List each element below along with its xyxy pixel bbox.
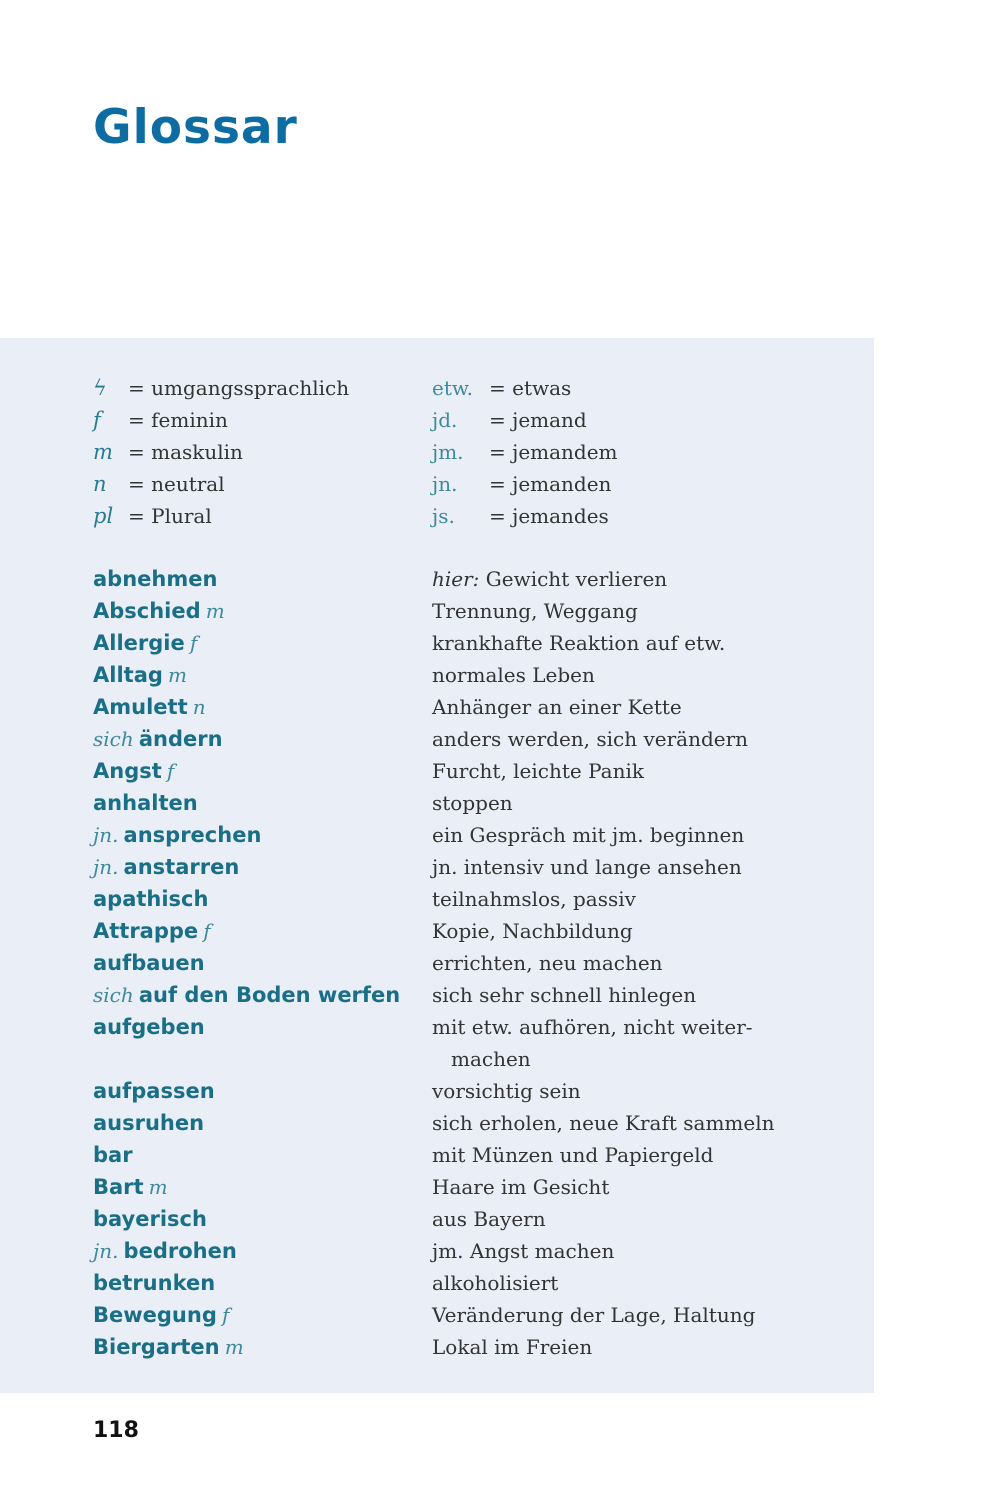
gender-marker: f — [203, 919, 211, 943]
glossary-definition — [432, 595, 638, 627]
glossary-term: bar — [93, 1143, 133, 1167]
term-prefix: jn. — [93, 855, 119, 879]
legend-meaning: = neutral — [128, 472, 225, 496]
glossary-definition — [432, 1235, 614, 1267]
page-number: 118 — [93, 1418, 139, 1443]
glossary-term-cell — [93, 1267, 215, 1299]
gender-marker: m — [148, 1175, 168, 1199]
glossary-definition — [432, 915, 633, 947]
glossary-term: ändern — [138, 727, 223, 751]
glossary-term: anhalten — [93, 791, 198, 815]
gender-marker: m — [167, 663, 187, 687]
glossary-term: Angst — [93, 759, 162, 783]
glossary-term: apathisch — [93, 887, 209, 911]
definition-text: Veränderung der Lage, Haltung — [432, 1303, 756, 1327]
glossary-definition — [432, 1075, 581, 1107]
glossary-term-cell — [93, 627, 197, 659]
glossary-definition — [432, 563, 667, 595]
glossary-definition — [432, 659, 595, 691]
glossary-term-cell — [93, 1171, 168, 1203]
glossary-term-cell — [93, 691, 206, 723]
definition-text: anders werden, sich verändern — [432, 727, 749, 751]
gender-marker: f — [221, 1303, 230, 1327]
glossary-term: Alltag — [93, 663, 163, 687]
term-prefix: jn. — [93, 823, 119, 847]
definition-text: vorsichtig sein — [432, 1079, 581, 1103]
glossary-definition — [432, 819, 744, 851]
glossary-term: bayerisch — [93, 1207, 207, 1231]
definition-text: Trennung, Weggang — [432, 599, 638, 623]
legend-abbreviation: js. — [432, 504, 455, 528]
definition-text: sich erholen, neue Kraft sammeln — [432, 1111, 775, 1135]
glossary-definition — [432, 1299, 755, 1331]
glossary-definition — [432, 851, 742, 883]
legend-meaning: = maskulin — [128, 440, 243, 464]
definition-text: teilnahmslos, passiv — [432, 887, 636, 911]
term-prefix: sich — [93, 727, 134, 751]
glossary-definition — [432, 1171, 609, 1203]
definition-text: mit Münzen und Papiergeld — [432, 1143, 714, 1167]
legend-meaning: = jemandes — [489, 504, 609, 528]
glossary-term-cell — [93, 787, 198, 819]
glossary-term-cell — [93, 883, 208, 915]
legend-meaning: = feminin — [128, 408, 228, 432]
glossary-definition — [432, 723, 748, 755]
glossary-term: anstarren — [123, 855, 240, 879]
legend-abbreviation: etw. — [432, 376, 473, 400]
legend-abbreviation: f — [93, 408, 101, 432]
legend-meaning: = jemanden — [489, 472, 612, 496]
glossary-term: aufgeben — [93, 1015, 205, 1039]
definition-text: Lokal im Freien — [432, 1335, 593, 1359]
definition-text: ein Gespräch mit jm. beginnen — [432, 823, 745, 847]
legend-meaning: = umgangssprachlich — [128, 376, 350, 400]
legend-meaning: = Plural — [128, 504, 212, 528]
glossary-definition — [432, 947, 663, 979]
glossary-term-cell — [93, 755, 174, 787]
gender-marker: m — [224, 1335, 244, 1359]
glossary-term-cell — [93, 947, 205, 979]
gender-marker: m — [205, 599, 225, 623]
legend-meaning: = etwas — [489, 376, 572, 400]
glossary-term-cell — [93, 1203, 207, 1235]
definition-text: Furcht, leichte Panik — [432, 759, 644, 783]
definition-continuation: machen — [451, 1047, 531, 1071]
glossary-term: auf den Boden werfen — [138, 983, 401, 1007]
glossary-definition — [432, 787, 513, 819]
glossary-term: bedrohen — [123, 1239, 237, 1263]
glossary-term-cell — [93, 851, 239, 883]
term-prefix: jn. — [93, 1239, 119, 1263]
glossary-definition — [432, 1331, 592, 1363]
definition-text: krankhafte Reaktion auf etw. — [432, 631, 726, 655]
glossary-term-cell — [93, 1011, 205, 1043]
glossary-term-cell — [93, 1299, 229, 1331]
legend-abbreviation: ϟ — [93, 376, 107, 400]
glossary-term-cell — [93, 1235, 237, 1267]
glossary-definition — [432, 755, 644, 787]
glossary-term: Attrappe — [93, 919, 199, 943]
glossary-term: ausruhen — [93, 1111, 205, 1135]
glossary-term: Bewegung — [93, 1303, 217, 1327]
gender-marker: f — [189, 631, 198, 655]
definition-text: normales Leben — [432, 663, 595, 687]
term-prefix: sich — [93, 983, 134, 1007]
glossary-term-cell — [93, 723, 223, 755]
definition-qualifier: hier: — [432, 567, 480, 591]
glossary-term-cell — [93, 1075, 215, 1107]
definition-text: Haare im Gesicht — [432, 1175, 610, 1199]
glossary-term: ansprechen — [123, 823, 262, 847]
definition-text: mit etw. aufhören, nicht weiter- — [432, 1015, 753, 1039]
glossary-term: Biergarten — [93, 1335, 220, 1359]
definition-text: jm. Angst machen — [432, 1239, 615, 1263]
definition-text: alkoholisiert — [432, 1271, 559, 1295]
glossary-definition — [432, 979, 696, 1011]
glossary-definition — [432, 1139, 713, 1171]
legend-abbreviation: m — [93, 440, 113, 464]
glossary-term-cell — [93, 979, 400, 1011]
legend-meaning: = jemandem — [489, 440, 618, 464]
page-title: Glossar — [93, 100, 298, 155]
glossary-definition — [432, 1107, 775, 1139]
definition-text: jn. intensiv und lange ansehen — [432, 855, 742, 879]
glossary-term: aufpassen — [93, 1079, 215, 1103]
glossary-term-cell — [93, 819, 261, 851]
legend-meaning: = jemand — [489, 408, 587, 432]
gender-marker: f — [166, 759, 175, 783]
gender-marker: n — [192, 695, 206, 719]
legend-abbreviation: jn. — [432, 472, 458, 496]
glossary-term: abnehmen — [93, 567, 218, 591]
glossary-term-cell — [93, 563, 217, 595]
glossary-term-cell — [93, 659, 187, 691]
glossary-term-cell — [93, 595, 225, 627]
glossary-definition — [432, 1267, 558, 1299]
definition-text: stoppen — [432, 791, 513, 815]
definition-text: Kopie, Nachbildung — [432, 919, 633, 943]
glossary-definition — [432, 883, 636, 915]
legend-abbreviation: pl — [93, 504, 114, 528]
legend-abbreviation: n — [93, 472, 107, 496]
glossary-definition — [432, 691, 682, 723]
glossary-term-cell — [93, 1331, 244, 1363]
glossary-definition — [432, 627, 725, 659]
definition-text: Gewicht verlieren — [479, 567, 668, 591]
definition-text: aus Bayern — [432, 1207, 546, 1231]
glossary-term: betrunken — [93, 1271, 216, 1295]
definition-text: sich sehr schnell hinlegen — [432, 983, 697, 1007]
glossary-term: Allergie — [93, 631, 185, 655]
glossary-term-cell — [93, 915, 211, 947]
glossary-definition — [432, 1203, 546, 1235]
glossary-definition — [432, 1011, 753, 1043]
glossary-term-cell — [93, 1139, 133, 1171]
definition-text: Anhänger an einer Kette — [432, 695, 682, 719]
definition-text: errichten, neu machen — [432, 951, 663, 975]
glossary-term: Amulett — [93, 695, 188, 719]
legend-abbreviation: jm. — [432, 440, 464, 464]
legend-abbreviation: jd. — [432, 408, 458, 432]
glossary-term-cell — [93, 1107, 204, 1139]
glossary-term: aufbauen — [93, 951, 205, 975]
glossary-term: Bart — [93, 1175, 144, 1199]
glossary-term: Abschied — [93, 599, 201, 623]
